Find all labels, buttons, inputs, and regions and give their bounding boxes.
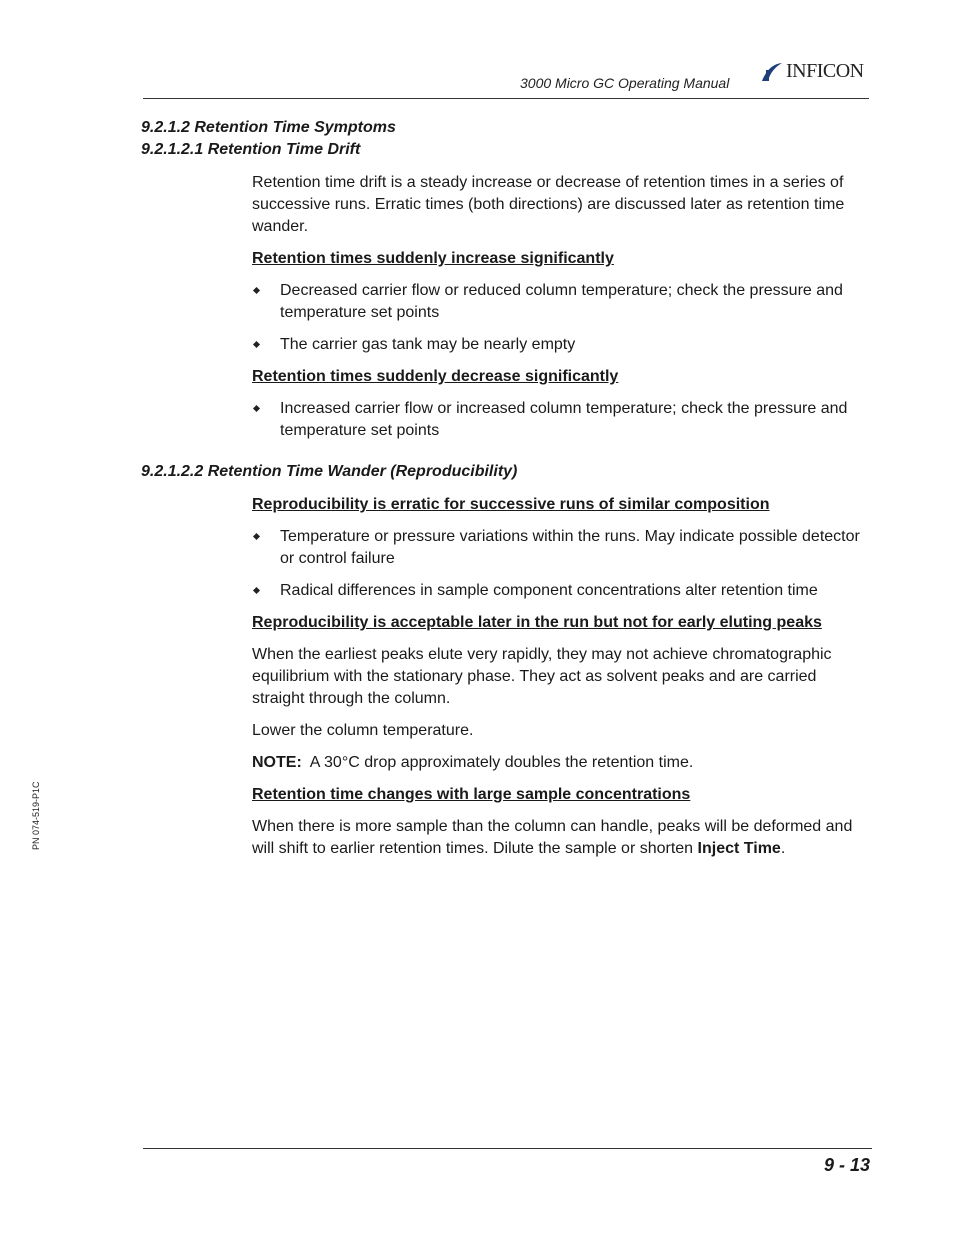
inject-time-term: Inject Time — [697, 840, 781, 857]
early-peaks-subheading: Reproducibility is acceptable later in the run but not for early eluting peaks — [252, 614, 822, 631]
part-number: PN 074-519-P1C — [31, 781, 41, 850]
increase-subheading: Retention times suddenly increase significantly — [252, 250, 614, 267]
section-heading-retention-drift: 9.2.1.2.1 Retention Time Drift — [141, 141, 361, 158]
decrease-subheading: Retention times suddenly decrease significantly — [252, 368, 619, 385]
diamond-bullet-icon — [253, 287, 260, 294]
inficon-swoosh-icon — [760, 61, 784, 83]
wander-body — [252, 494, 872, 870]
note — [252, 752, 872, 774]
list-item: Temperature or pressure variations within the runs. May indicate possible detector or control failure — [252, 526, 872, 570]
section-heading-retention-symptoms: 9.2.1.2 Retention Time Symptoms — [141, 119, 396, 136]
diamond-bullet-icon — [253, 587, 260, 594]
footer-rule — [143, 1148, 872, 1149]
large-sample-paragraph: When there is more sample than the column can handle, peaks will be deformed and will shift to earlier retention times. Dilute the sample or shorten Inject Time. — [252, 818, 853, 857]
inficon-logo — [760, 60, 864, 83]
note-label: NOTE: — [252, 754, 302, 771]
section-heading-retention-wander: 9.2.1.2.2 Retention Time Wander (Reproducibility) — [141, 463, 518, 480]
erratic-subheading: Reproducibility is erratic for successive runs of similar composition — [252, 496, 770, 513]
decrease-bullet-list — [252, 398, 872, 442]
drift-body — [252, 172, 872, 452]
lower-temperature-paragraph: Lower the column temperature. — [252, 722, 474, 739]
logo-wordmark: INFICON — [786, 60, 864, 82]
diamond-bullet-icon — [253, 533, 260, 540]
manual-title: 3000 Micro GC Operating Manual — [520, 75, 730, 91]
list-item: Increased carrier flow or increased column temperature; check the pressure and temperature set points — [252, 398, 872, 442]
increase-bullet-list — [252, 280, 872, 356]
erratic-bullet-list — [252, 526, 872, 602]
drift-intro: Retention time drift is a steady increase or decrease of retention times in a series of successive runs. Erratic times (both directions) are discussed later as retention time wander. — [252, 174, 845, 235]
diamond-bullet-icon — [253, 341, 260, 348]
list-item: Radical differences in sample component concentrations alter retention time — [252, 580, 872, 602]
large-sample-subheading: Retention time changes with large sample concentrations — [252, 786, 691, 803]
page-number: 9 - 13 — [823, 1155, 870, 1175]
diamond-bullet-icon — [253, 405, 260, 412]
early-peaks-paragraph: When the earliest peaks elute very rapidly, they may not achieve chromatographic equilibrium with the stationary phase. They act as solvent peaks and are carried straight through the column. — [252, 646, 832, 707]
header-rule — [143, 98, 869, 99]
list-item: The carrier gas tank may be nearly empty — [252, 334, 872, 356]
list-item: Decreased carrier flow or reduced column temperature; check the pressure and temperature set points — [252, 280, 872, 324]
note-text: A 30°C drop approximately doubles the retention time. — [309, 754, 694, 771]
